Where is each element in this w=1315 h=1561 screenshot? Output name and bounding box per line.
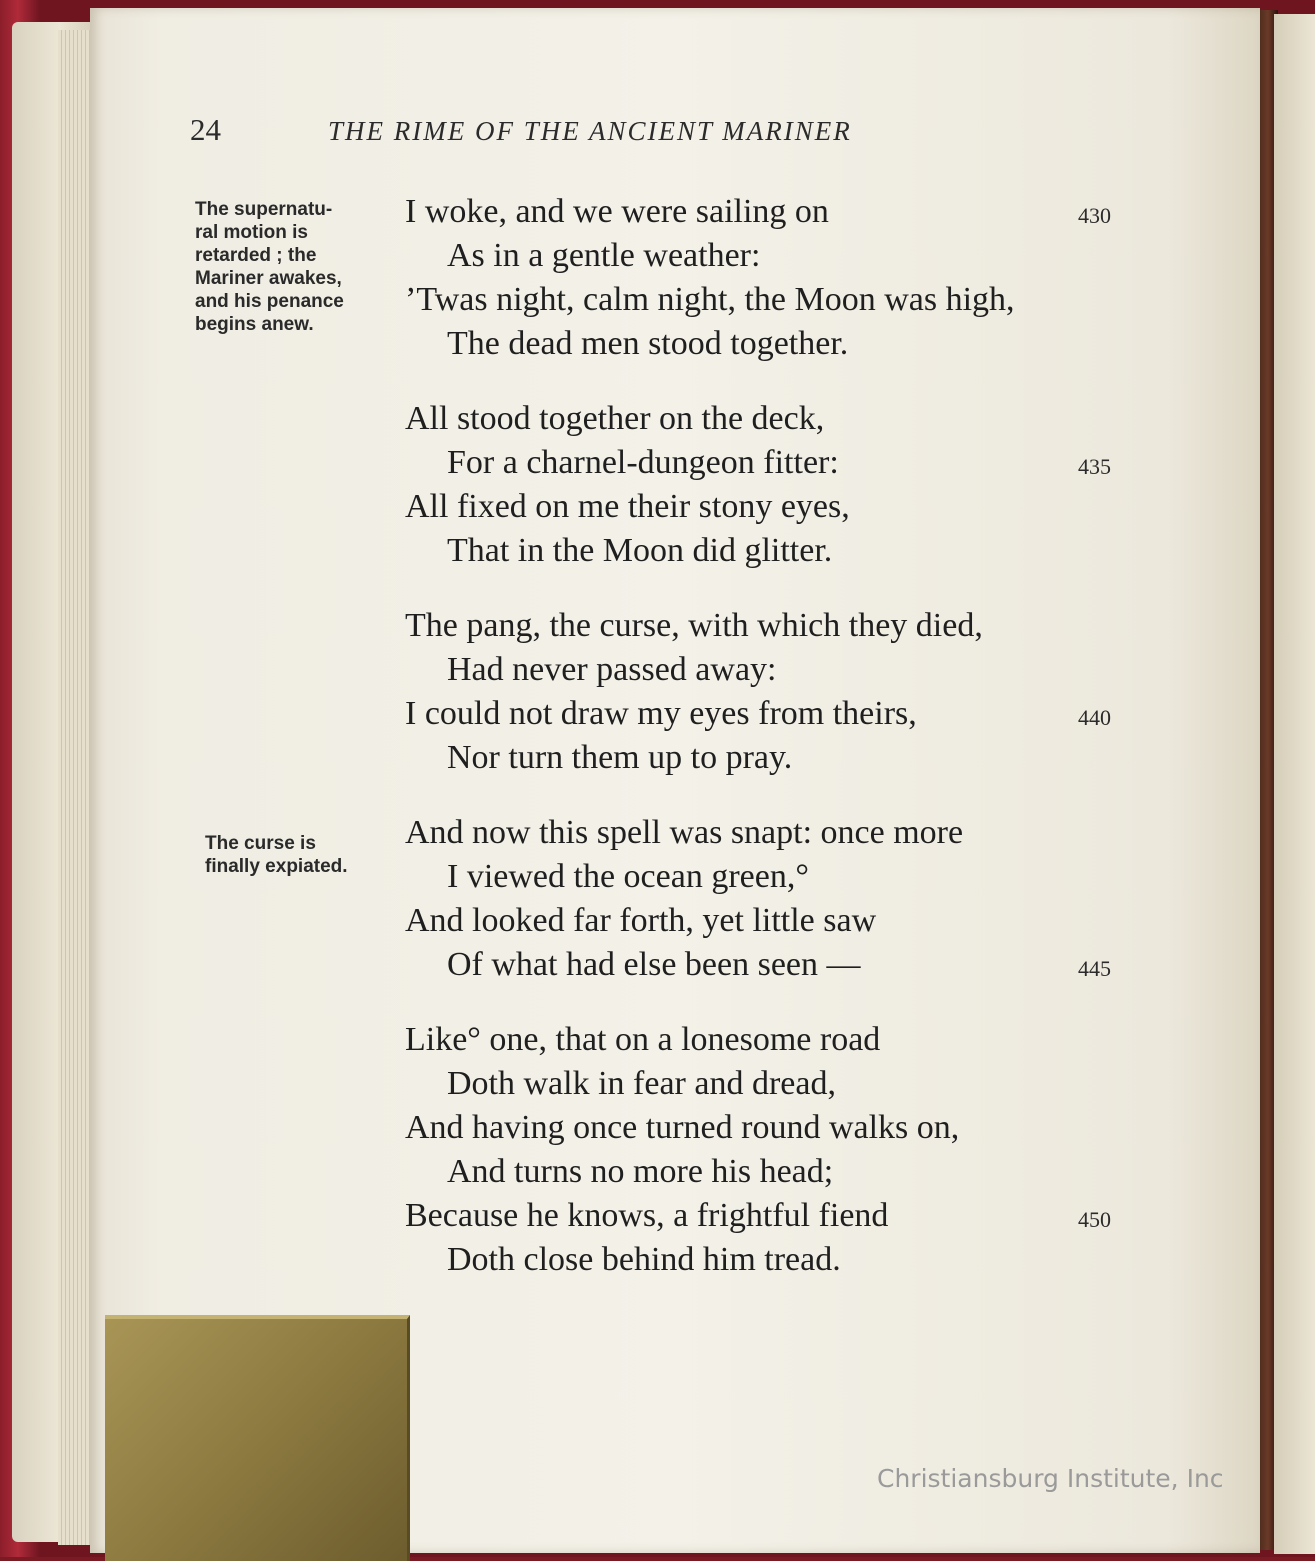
verse-line: And having once turned round walks on, (405, 1109, 960, 1146)
gloss-line: ral motion is (195, 222, 308, 243)
watermark: Christiansburg Institute, Inc (877, 1464, 1224, 1493)
page-number: 24 (190, 112, 221, 147)
facing-page-edge (1274, 14, 1315, 1554)
line-number: 430 (1078, 203, 1111, 228)
verse-line: That in the Moon did glitter. (447, 532, 833, 569)
poem-body (405, 190, 1145, 1313)
verse-line: As in a gentle weather: (447, 237, 761, 274)
verse-line: Doth close behind him tread. (447, 1241, 841, 1278)
verse-line: Like° one, that on a lonesome road (405, 1021, 881, 1058)
verse-line: All stood together on the deck, (405, 400, 825, 437)
line-number: 450 (1078, 1207, 1111, 1232)
running-title: THE RIME OF THE ANCIENT MARINER (328, 116, 852, 146)
verse-line: The pang, the curse, with which they died, (405, 607, 983, 644)
verse-line: The dead men stood together. (447, 325, 849, 362)
verse-line: I could not draw my eyes from theirs, 440 (405, 692, 1145, 736)
stanza (405, 604, 1145, 780)
page-header (190, 112, 1010, 162)
margin-gloss-2 (205, 832, 405, 878)
gloss-line: finally expiated. (205, 856, 348, 877)
line-number: 440 (1078, 705, 1111, 730)
verse-line: And now this spell was snapt: once more (405, 814, 964, 851)
verse-line: Nor turn them up to pray. (447, 739, 793, 776)
stanza (405, 1018, 1145, 1282)
stanza (405, 811, 1145, 987)
verse-line: Had never passed away: (447, 651, 777, 688)
brass-page-weight (105, 1315, 410, 1561)
gloss-line: and his penance (195, 291, 344, 312)
verse-line: Of what had else been seen — 445 (405, 943, 1145, 987)
gloss-line: The curse is (205, 833, 316, 854)
stanza (405, 190, 1145, 366)
verse-line: For a charnel-dungeon fitter: 435 (405, 441, 1145, 485)
gloss-line: begins anew. (195, 314, 314, 335)
verse-line: I woke, and we were sailing on 430 (405, 190, 1145, 234)
line-number: 435 (1078, 454, 1111, 479)
verse-line: And looked far forth, yet little saw (405, 902, 877, 939)
verse-line: I viewed the ocean green,° (447, 858, 809, 895)
gloss-line: Mariner awakes, (195, 268, 342, 289)
gloss-line: The supernatu- (195, 199, 333, 220)
stanza (405, 397, 1145, 573)
line-number: 445 (1078, 956, 1111, 981)
verse-line: All fixed on me their stony eyes, (405, 488, 850, 525)
verse-line: Doth walk in fear and dread, (447, 1065, 836, 1102)
verse-line: Because he knows, a frightful fiend 450 (405, 1194, 1145, 1238)
gloss-line: retarded ; the (195, 245, 317, 266)
margin-gloss-1 (195, 198, 395, 336)
verse-line: And turns no more his head; (447, 1153, 834, 1190)
verse-line: ’Twas night, calm night, the Moon was high, (405, 281, 1015, 318)
